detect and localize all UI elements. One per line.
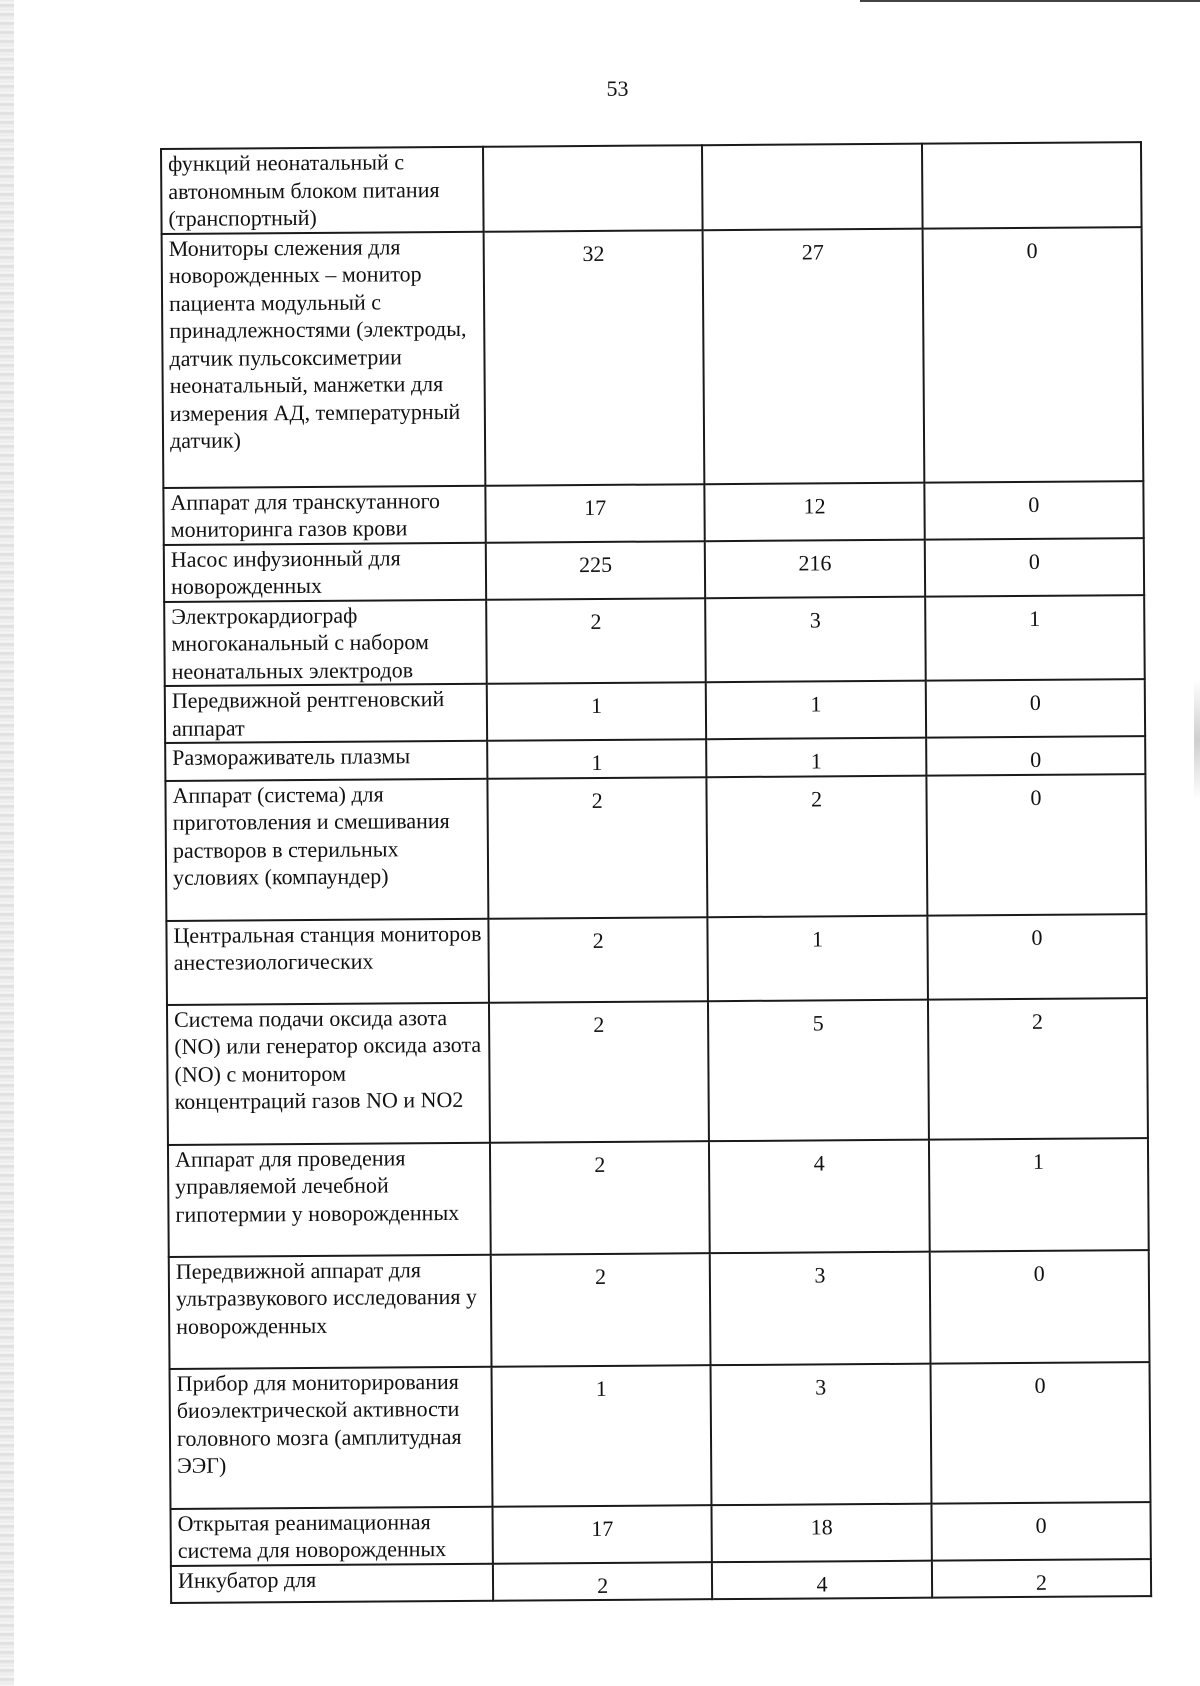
- quantity-cell-3: 0: [926, 736, 1145, 775]
- table-row: [165, 774, 1146, 921]
- quantity-cell-1: 2: [486, 598, 706, 684]
- equipment-name-cell: Открытая реанимационная система для новорожденных: [170, 1506, 492, 1565]
- quantity-cell-1: 2: [489, 1001, 709, 1143]
- equipment-name-cell: Система подачи оксида азота (NO) или генератор оксида азота (NO) с монитором концентраций газов NO и NO2: [167, 1002, 490, 1144]
- quantity-cell-2: 216: [705, 539, 925, 598]
- quantity-cell-1: 2: [493, 1562, 713, 1601]
- quantity-cell-1: 1: [487, 739, 707, 778]
- quantity-cell-1: 2: [490, 1141, 710, 1255]
- quantity-cell-2: 3: [710, 1251, 930, 1365]
- quantity-cell-2: 3: [711, 1363, 931, 1505]
- quantity-cell-1: 225: [486, 541, 706, 600]
- quantity-cell-3: 1: [929, 1138, 1149, 1252]
- quantity-cell-3: 0: [922, 227, 1143, 483]
- quantity-cell-2: 27: [703, 228, 924, 484]
- equipment-table: [160, 141, 1152, 1604]
- table-row: [166, 914, 1147, 1005]
- quantity-cell-2: 5: [708, 999, 928, 1141]
- table-row: [167, 998, 1148, 1145]
- quantity-cell-3: 0: [926, 679, 1146, 738]
- quantity-cell-2: 3: [706, 596, 926, 682]
- scan-edge-shadow: [1194, 680, 1200, 800]
- quantity-cell-1: 1: [487, 682, 707, 741]
- quantity-cell-3: 2: [928, 998, 1148, 1140]
- quantity-cell-1: [483, 145, 703, 231]
- quantity-cell-2: 12: [705, 482, 925, 541]
- quantity-cell-3: 1: [925, 595, 1145, 681]
- quantity-cell-1: 2: [487, 777, 707, 919]
- quantity-cell-3: 0: [925, 538, 1145, 597]
- equipment-name-cell: Инкубатор для: [171, 1563, 493, 1603]
- equipment-name-cell: Аппарат (система) для приготовления и смешивания растворов в стерильных условиях (компаундер): [165, 778, 488, 920]
- quantity-cell-1: 2: [491, 1253, 711, 1367]
- equipment-name-cell: функций неонатальный с автономным блоком питания (транспортный): [161, 147, 484, 234]
- top-rule-line: [860, 0, 1200, 2]
- quantity-cell-3: 0: [926, 774, 1146, 916]
- equipment-table-body: [161, 142, 1151, 1603]
- equipment-name-cell: Насос инфузионный для новорожденных: [164, 542, 486, 601]
- equipment-name-cell: Передвижной аппарат для ультразвукового исследования у новорожденных: [169, 1254, 492, 1368]
- quantity-cell-2: 1: [707, 738, 927, 777]
- quantity-cell-3: 0: [930, 1362, 1150, 1504]
- quantity-cell-1: 1: [491, 1365, 711, 1507]
- table-row: [171, 1559, 1151, 1603]
- quantity-cell-2: 2: [707, 775, 927, 917]
- quantity-cell-2: 1: [708, 915, 928, 1001]
- quantity-cell-3: 0: [931, 1502, 1151, 1561]
- equipment-name-cell: Прибор для мониторирования биоэлектрической активности головного мозга (амплитудная ЭЭГ): [170, 1366, 493, 1508]
- table-row: [165, 679, 1145, 743]
- equipment-name-cell: Передвижной рентгеновский аппарат: [165, 684, 487, 743]
- table-row: [162, 227, 1144, 488]
- quantity-cell-3: [922, 142, 1142, 228]
- table-row: [169, 1250, 1150, 1369]
- quantity-cell-2: [702, 144, 922, 230]
- quantity-cell-3: 2: [932, 1559, 1151, 1598]
- quantity-cell-1: 32: [484, 230, 705, 486]
- page-number: 53: [606, 76, 629, 101]
- table-row: [164, 538, 1144, 602]
- quantity-cell-2: 4: [709, 1139, 929, 1253]
- quantity-cell-2: 4: [712, 1560, 932, 1599]
- table-row: [170, 1362, 1151, 1509]
- table-row: [163, 481, 1143, 545]
- quantity-cell-3: 0: [924, 481, 1144, 540]
- quantity-cell-3: 0: [927, 914, 1147, 1000]
- table-row: [164, 595, 1145, 686]
- equipment-name-cell: Электрокардиограф многоканальный с набором неонатальных электродов: [164, 599, 487, 686]
- quantity-cell-1: 17: [485, 484, 705, 543]
- equipment-name-cell: Мониторы слежения для новорожденных – монитор пациента модульный с принадлежностями (электроды, датчик пульсоксиметрии неонатальный, манжетки для измерения АД, температурный датчик): [162, 231, 486, 487]
- table-row: [170, 1502, 1150, 1566]
- equipment-name-cell: Аппарат для проведения управляемой лечебной гипотермии у новорожденных: [168, 1142, 491, 1256]
- scan-edge-artifact: [0, 0, 14, 1686]
- quantity-cell-1: 17: [492, 1505, 712, 1564]
- quantity-cell-2: 18: [712, 1503, 932, 1562]
- equipment-name-cell: Центральная станция мониторов анестезиологических: [166, 918, 489, 1004]
- quantity-cell-1: 2: [488, 917, 708, 1003]
- quantity-cell-3: 0: [929, 1250, 1149, 1364]
- equipment-name-cell: Аппарат для транскутанного мониторинга газов крови: [163, 485, 485, 544]
- table-row: [168, 1138, 1149, 1257]
- quantity-cell-2: 1: [706, 681, 926, 740]
- table-row: [161, 142, 1142, 233]
- equipment-name-cell: Размораживатель плазмы: [165, 741, 487, 781]
